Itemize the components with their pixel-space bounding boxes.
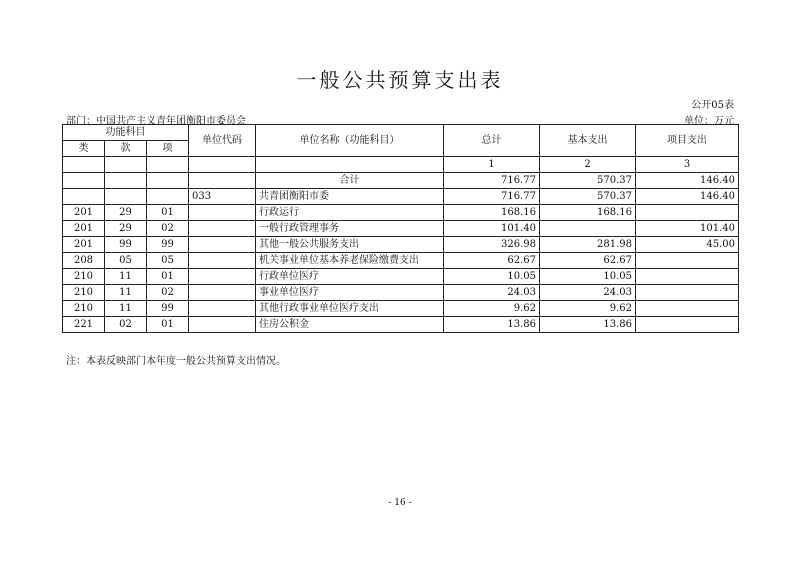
cell-kuan: 29: [105, 221, 147, 237]
cell-lei: 208: [63, 253, 105, 269]
table-note: 注：本表反映部门本年度一般公共预算支出情况。: [66, 356, 286, 367]
cell-basic: 24.03: [540, 285, 636, 301]
header-unit-code: 单位代码: [189, 125, 256, 157]
cell-basic: 168.16: [540, 205, 636, 221]
cell-total: 716.77: [444, 189, 540, 205]
header-kuan: 款: [105, 141, 147, 157]
cell-kuan: 11: [105, 285, 147, 301]
cell-basic: 281.98: [540, 237, 636, 253]
cell-project: [636, 317, 739, 333]
header-num-2: 2: [540, 157, 636, 173]
cell-lei: 201: [63, 221, 105, 237]
cell-project: 146.40: [636, 189, 739, 205]
cell-total: 24.03: [444, 285, 540, 301]
cell-name: 事业单位医疗: [256, 285, 444, 301]
cell-code: [189, 205, 256, 221]
cell-code: [189, 301, 256, 317]
cell-lei: 221: [63, 317, 105, 333]
cell-basic: 10.05: [540, 269, 636, 285]
page-number: - 16 -: [388, 498, 412, 508]
cell-xiang: 99: [147, 301, 189, 317]
total-label: 合计: [256, 173, 444, 189]
cell-lei: 210: [63, 269, 105, 285]
header-total: 总计: [444, 125, 540, 157]
header-row-1: [63, 125, 739, 141]
cell-code: [189, 317, 256, 333]
cell-code: 033: [189, 189, 256, 205]
cell-basic: 570.37: [540, 189, 636, 205]
total-project: 146.40: [636, 173, 739, 189]
cell-basic: 62.67: [540, 253, 636, 269]
cell-kuan: 02: [105, 317, 147, 333]
cell-project: 45.00: [636, 237, 739, 253]
cell-name: 机关事业单位基本养老保险缴费支出: [256, 253, 444, 269]
table-row: [63, 205, 739, 221]
cell-project: 101.40: [636, 221, 739, 237]
cell-name: 行政运行: [256, 205, 444, 221]
cell-kuan: 11: [105, 301, 147, 317]
table-code: 公开05表: [691, 100, 734, 111]
table-row: [63, 189, 739, 205]
cell-name: 住房公积金: [256, 317, 444, 333]
total-row: [63, 173, 739, 189]
cell-lei: [63, 189, 105, 205]
cell-lei: 201: [63, 205, 105, 221]
cell-code: [189, 269, 256, 285]
total-basic: 570.37: [540, 173, 636, 189]
document-title: 一般公共预算支出表: [296, 68, 504, 92]
cell-xiang: 05: [147, 253, 189, 269]
cell-project: [636, 253, 739, 269]
cell-basic: [540, 221, 636, 237]
cell-kuan: 11: [105, 269, 147, 285]
table-row: [63, 269, 739, 285]
cell-total: 62.67: [444, 253, 540, 269]
cell-project: [636, 301, 739, 317]
unit-label: 单位：万元: [684, 116, 734, 127]
cell-xiang: 01: [147, 269, 189, 285]
cell-total: 326.98: [444, 237, 540, 253]
cell-name: 其他行政事业单位医疗支出: [256, 301, 444, 317]
header-num-1: 1: [444, 157, 540, 173]
cell-xiang: [147, 189, 189, 205]
cell-total: 168.16: [444, 205, 540, 221]
cell-lei: 210: [63, 301, 105, 317]
cell-total: 9.62: [444, 301, 540, 317]
cell-kuan: 29: [105, 205, 147, 221]
header-num-3: 3: [636, 157, 739, 173]
header-project: 项目支出: [636, 125, 739, 157]
cell-kuan: 99: [105, 237, 147, 253]
department-label: 部门：中国共产主义青年团衡阳市委员会: [66, 116, 246, 127]
header-index-row: [63, 157, 739, 173]
cell-lei: 201: [63, 237, 105, 253]
cell-code: [189, 253, 256, 269]
cell-xiang: 02: [147, 285, 189, 301]
cell-xiang: 02: [147, 221, 189, 237]
table-row: [63, 253, 739, 269]
cell-kuan: 05: [105, 253, 147, 269]
header-unit-name: 单位名称（功能科目）: [256, 125, 444, 157]
header-func-subject: 功能科目: [63, 125, 189, 141]
cell-xiang: 99: [147, 237, 189, 253]
cell-basic: 9.62: [540, 301, 636, 317]
cell-xiang: 01: [147, 205, 189, 221]
cell-code: [189, 237, 256, 253]
cell-name: 一般行政管理事务: [256, 221, 444, 237]
table-row: [63, 317, 739, 333]
table-row: [63, 221, 739, 237]
total-total: 716.77: [444, 173, 540, 189]
cell-basic: 13.86: [540, 317, 636, 333]
cell-total: 13.86: [444, 317, 540, 333]
cell-name: 其他一般公共服务支出: [256, 237, 444, 253]
cell-total: 10.05: [444, 269, 540, 285]
table-row: [63, 237, 739, 253]
table-row: [63, 301, 739, 317]
cell-code: [189, 221, 256, 237]
header-lei: 类: [63, 141, 105, 157]
header-xiang: 项: [147, 141, 189, 157]
budget-table: [62, 124, 739, 333]
cell-lei: 210: [63, 285, 105, 301]
cell-project: [636, 285, 739, 301]
header-basic: 基本支出: [540, 125, 636, 157]
cell-name: 行政单位医疗: [256, 269, 444, 285]
table-row: [63, 285, 739, 301]
cell-code: [189, 285, 256, 301]
cell-kuan: [105, 189, 147, 205]
cell-project: [636, 269, 739, 285]
cell-name: 共青团衡阳市委: [256, 189, 444, 205]
cell-project: [636, 205, 739, 221]
cell-xiang: 01: [147, 317, 189, 333]
cell-total: 101.40: [444, 221, 540, 237]
